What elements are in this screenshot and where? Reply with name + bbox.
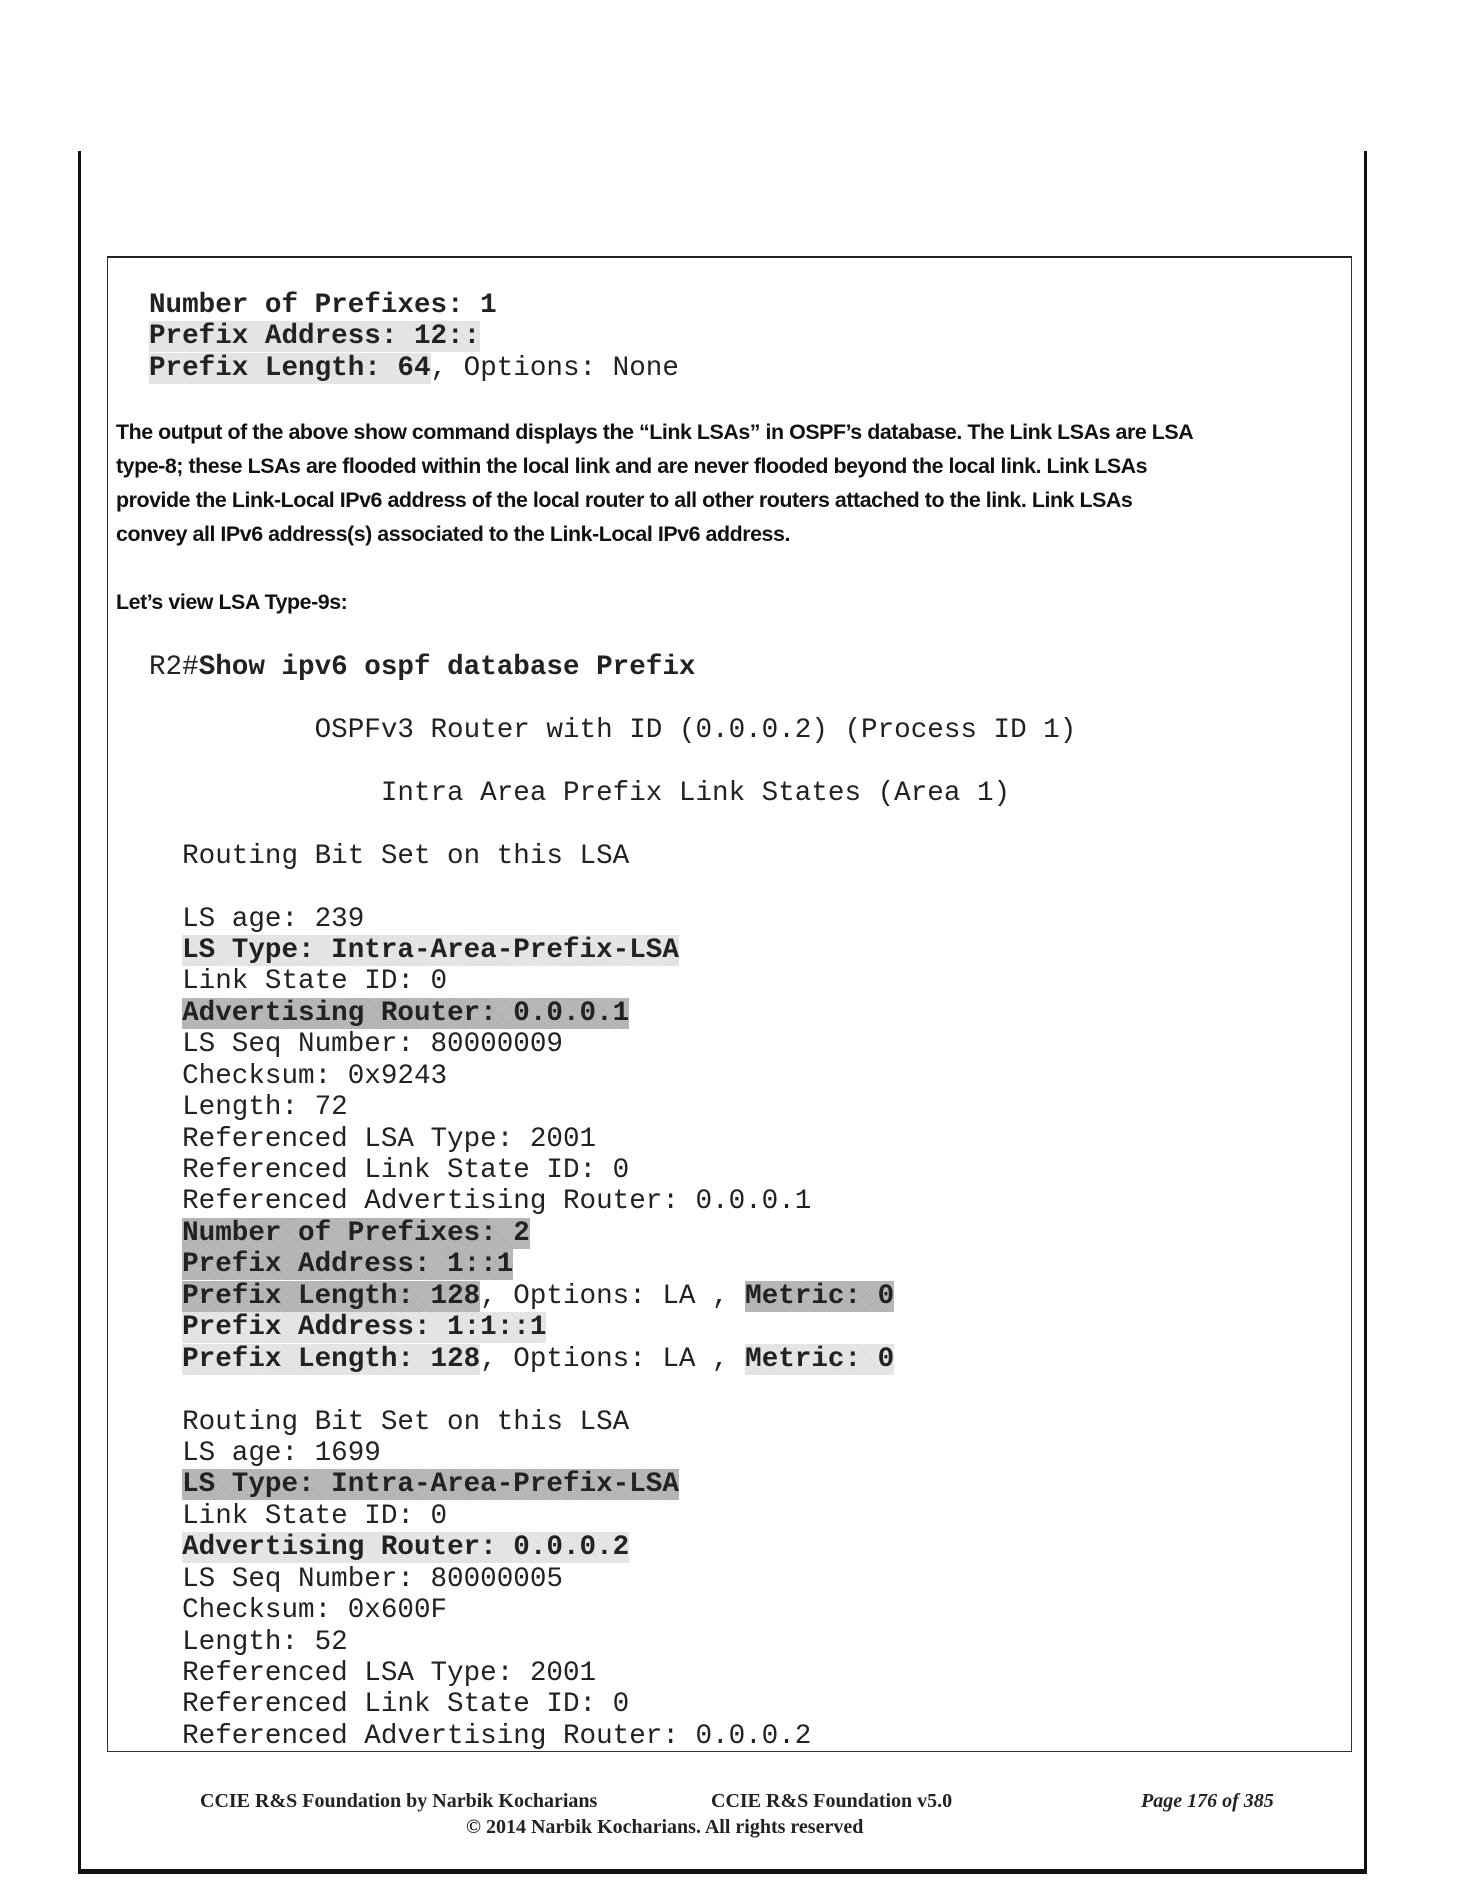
cli-text: Link State ID: 0 (149, 966, 448, 998)
cli-output-top (149, 290, 679, 384)
cli-line (149, 1407, 1076, 1438)
cli-line (149, 1501, 1076, 1532)
cli-line (149, 1469, 1076, 1500)
cli-line (149, 1438, 1076, 1469)
highlighted-text: Number of Prefixes: 2 (182, 1217, 530, 1249)
cli-text: Referenced Advertising Router: 0.0.0.1 (149, 1186, 812, 1218)
cli-line (149, 290, 679, 321)
cli-text: Routing Bit Set on this LSA (149, 1406, 630, 1438)
cli-line (149, 1124, 1076, 1155)
cli-text: Checksum: 0x600F (149, 1595, 448, 1627)
footer-center: CCIE R&S Foundation v5.0 (711, 1790, 953, 1812)
highlighted-text: Prefix Length: 128 (182, 1280, 481, 1312)
cli-line (149, 1281, 1076, 1312)
cli-line (149, 1092, 1076, 1123)
footer-left: CCIE R&S Foundation by Narbik Kocharians (200, 1790, 598, 1812)
highlighted-text: Metric: 0 (745, 1343, 895, 1375)
cli-text: , Options: LA , (480, 1280, 746, 1312)
cli-line (149, 1375, 1076, 1406)
cli-text: Referenced LSA Type: 2001 (149, 1658, 597, 1689)
cli-text (149, 1281, 182, 1312)
cli-line (149, 1029, 1076, 1060)
cli-text: LS Seq Number: 80000009 (149, 1029, 563, 1061)
cli-line (149, 652, 1076, 683)
highlighted-text: Prefix Length: 64 (149, 352, 431, 384)
cli-text: LS Seq Number: 80000005 (149, 1563, 563, 1595)
cli-line (149, 904, 1076, 935)
cli-text: Referenced Link State ID: 0 (149, 1689, 630, 1721)
paragraph-line: The output of the above show command displays the “Link LSAs” in OSPF’s database. The Link LSAs are LSA (116, 420, 1194, 444)
cli-text (149, 935, 182, 966)
cli-text: R2# (149, 652, 199, 683)
cli-text (149, 1249, 182, 1280)
cli-line (149, 872, 1076, 903)
cli-line (149, 1312, 1076, 1343)
cli-line (149, 1249, 1076, 1280)
page-frame-left (78, 151, 81, 1873)
cli-line (149, 778, 1076, 809)
cli-text: Checksum: 0x9243 (149, 1060, 448, 1092)
cli-text: Length: 72 (149, 1092, 348, 1124)
highlighted-text: LS Type: Intra-Area-Prefix-LSA (182, 1469, 679, 1501)
cli-line (149, 841, 1076, 872)
cli-line (149, 1689, 1076, 1720)
cli-line (149, 746, 1076, 777)
highlighted-text: Advertising Router: 0.0.0.1 (182, 997, 630, 1029)
cli-text: , Options: LA , (480, 1343, 746, 1375)
footer-copyright: © 2014 Narbik Kocharians. All rights reserved (466, 1816, 864, 1838)
cli-line (149, 1532, 1076, 1563)
cli-text: OSPFv3 Router with ID (0.0.0.2) (Process ID 1) (149, 714, 1077, 746)
highlighted-text: Advertising Router: 0.0.0.2 (182, 1532, 630, 1564)
highlighted-text: Prefix Address: 1::1 (182, 1249, 514, 1281)
paragraph-line: convey all IPv6 address(s) associated to the Link-Local IPv6 address. (116, 522, 790, 546)
cli-line (149, 1658, 1076, 1689)
cli-output-prefix-lsa (149, 652, 1076, 1752)
cli-line (149, 1721, 1076, 1752)
cli-line (149, 1155, 1076, 1186)
cli-line (149, 1186, 1076, 1217)
footer-page-number: Page 176 of 385 (1141, 1790, 1274, 1812)
highlighted-text: Prefix Address: 1:1::1 (182, 1312, 547, 1344)
paragraph-line: provide the Link-Local IPv6 address of the local router to all other routers attached to the link. Link LSAs (116, 488, 1133, 512)
cli-text (149, 998, 182, 1029)
cli-line (149, 1344, 1076, 1375)
cli-text: Number of Prefixes: 1 (149, 290, 497, 321)
cli-text: Length: 52 (149, 1626, 348, 1658)
cli-text: Referenced LSA Type: 2001 (149, 1123, 597, 1155)
cli-text: Routing Bit Set on this LSA (149, 840, 630, 872)
cli-line (149, 321, 679, 352)
paragraph-line: type-8; these LSAs are flooded within the local link and are never flooded beyond the local link. Link LSAs (116, 454, 1148, 478)
highlighted-text: LS Type: Intra-Area-Prefix-LSA (182, 934, 679, 966)
page-frame-right (1364, 151, 1367, 1873)
highlighted-text: Metric: 0 (745, 1280, 895, 1312)
cli-line (149, 1061, 1076, 1092)
cli-text (149, 1532, 182, 1563)
explanation-paragraph (116, 415, 1346, 551)
cli-line (149, 1218, 1076, 1249)
cli-text: LS age: 1699 (149, 1437, 381, 1469)
cli-text (149, 1469, 182, 1500)
cli-text (149, 1312, 182, 1343)
cli-line (149, 683, 1076, 714)
cli-line (149, 353, 679, 384)
cli-text: Referenced Link State ID: 0 (149, 1155, 630, 1186)
cli-text: LS age: 239 (149, 903, 365, 935)
highlighted-text: Prefix Length: 128 (182, 1343, 481, 1375)
cli-text (149, 1218, 182, 1249)
cli-text: Link State ID: 0 (149, 1500, 448, 1532)
cli-text: Referenced Advertising Router: 0.0.0.2 (149, 1720, 812, 1752)
cli-text: Intra Area Prefix Link States (Area 1) (149, 777, 1011, 809)
cli-text: , Options: None (430, 352, 679, 384)
cli-line (149, 1627, 1076, 1658)
cli-line (149, 935, 1076, 966)
cli-text: Show ipv6 ospf database Prefix (198, 652, 696, 683)
lets-view-heading: Let’s view LSA Type-9s: (116, 590, 348, 614)
cli-line (149, 1564, 1076, 1595)
cli-line (149, 966, 1076, 997)
cli-line (149, 809, 1076, 840)
highlighted-text: Prefix Address: 12:: (149, 321, 481, 353)
cli-text (149, 1344, 182, 1375)
cli-line (149, 998, 1076, 1029)
cli-line (149, 715, 1076, 746)
page-frame-bottom (78, 1869, 1367, 1874)
cli-line (149, 1595, 1076, 1626)
